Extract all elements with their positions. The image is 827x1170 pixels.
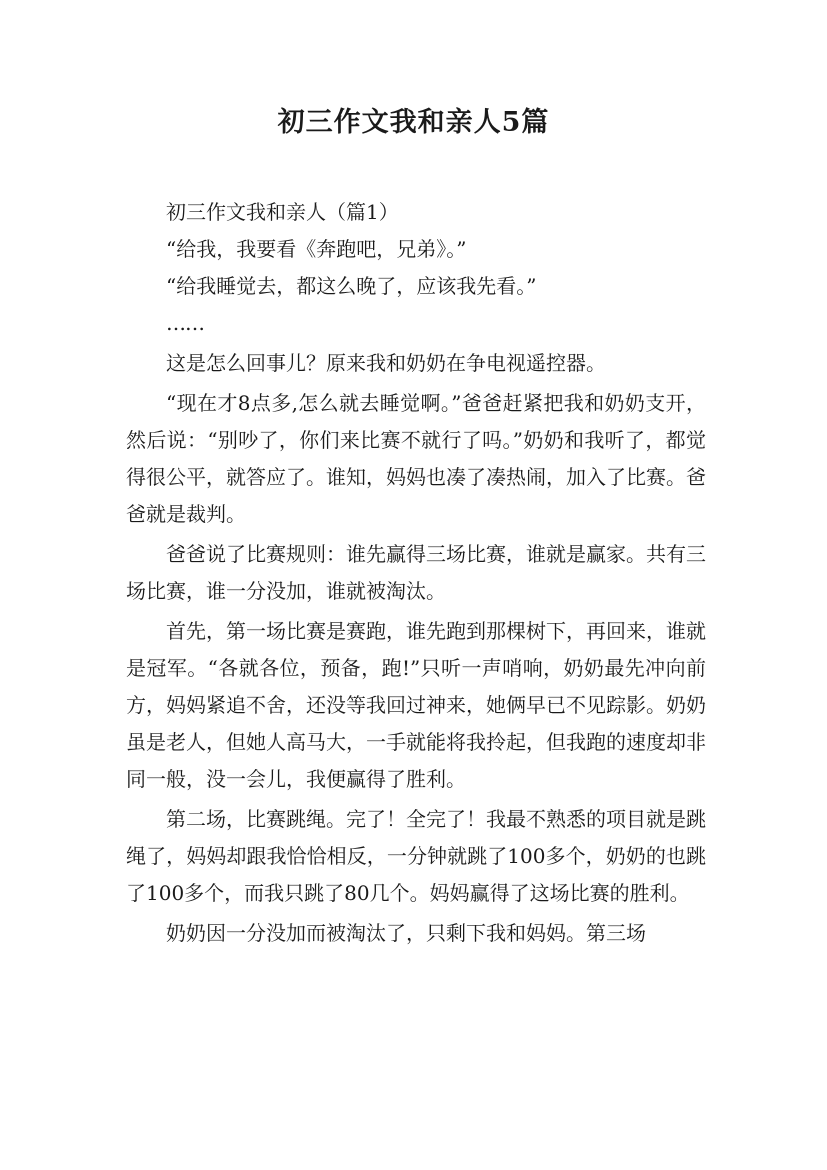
paragraph-4: 这是怎么回事儿？原来我和奶奶在争电视遥控器。 bbox=[166, 351, 606, 375]
paragraph-5: “现在才8点多,怎么就去睡觉啊。”爸爸赶紧把我和奶奶支开，然后说：“别吵了，你们来比赛不就行了吗。”奶奶和我听了，都觉得很公平，就答应了。谁知，妈妈也凑了凑热闹，加入了比赛。爸爸就是裁判。 bbox=[126, 391, 706, 526]
paragraph-ellipsis: …… bbox=[166, 311, 204, 335]
document-body bbox=[126, 194, 706, 952]
paragraph-8: 第二场，比赛跳绳。完了！全完了！我最不熟悉的项目就是跳绳了，妈妈却跟我恰恰相反，一分钟就跳了100多个，奶奶的也跳了100多个，而我只跳了80几个。妈妈赢得了这场比赛的胜利。 bbox=[126, 807, 706, 905]
paragraph-9: 奶奶因一分没加而被淘汰了，只剩下我和妈妈。第三场 bbox=[166, 921, 646, 945]
paragraph-7: 首先，第一场比赛是赛跑，谁先跑到那棵树下，再回来，谁就是冠军。“各就各位，预备，跑!”只听一声哨响，奶奶最先冲向前方，妈妈紧追不舍，还没等我回过神来，她俩早已不见踪影。奶奶虽是老人，但她人高马大，一手就能将我拎起，但我跑的速度却非同一般，没一会儿，我便赢得了胜利。 bbox=[126, 619, 706, 791]
document-title: 初三作文我和亲人5篇 bbox=[277, 107, 550, 138]
section-heading: 初三作文我和亲人（篇1） bbox=[166, 200, 399, 224]
paragraph-dialog-2: “给我睡觉去，都这么晚了，应该我先看。” bbox=[166, 274, 537, 298]
paragraph-dialog-1: “给我，我要看《奔跑吧，兄弟》。” bbox=[166, 237, 467, 261]
paragraph-6: 爸爸说了比赛规则：谁先赢得三场比赛，谁就是赢家。共有三场比赛，谁一分没加，谁就被淘汰。 bbox=[126, 542, 706, 603]
